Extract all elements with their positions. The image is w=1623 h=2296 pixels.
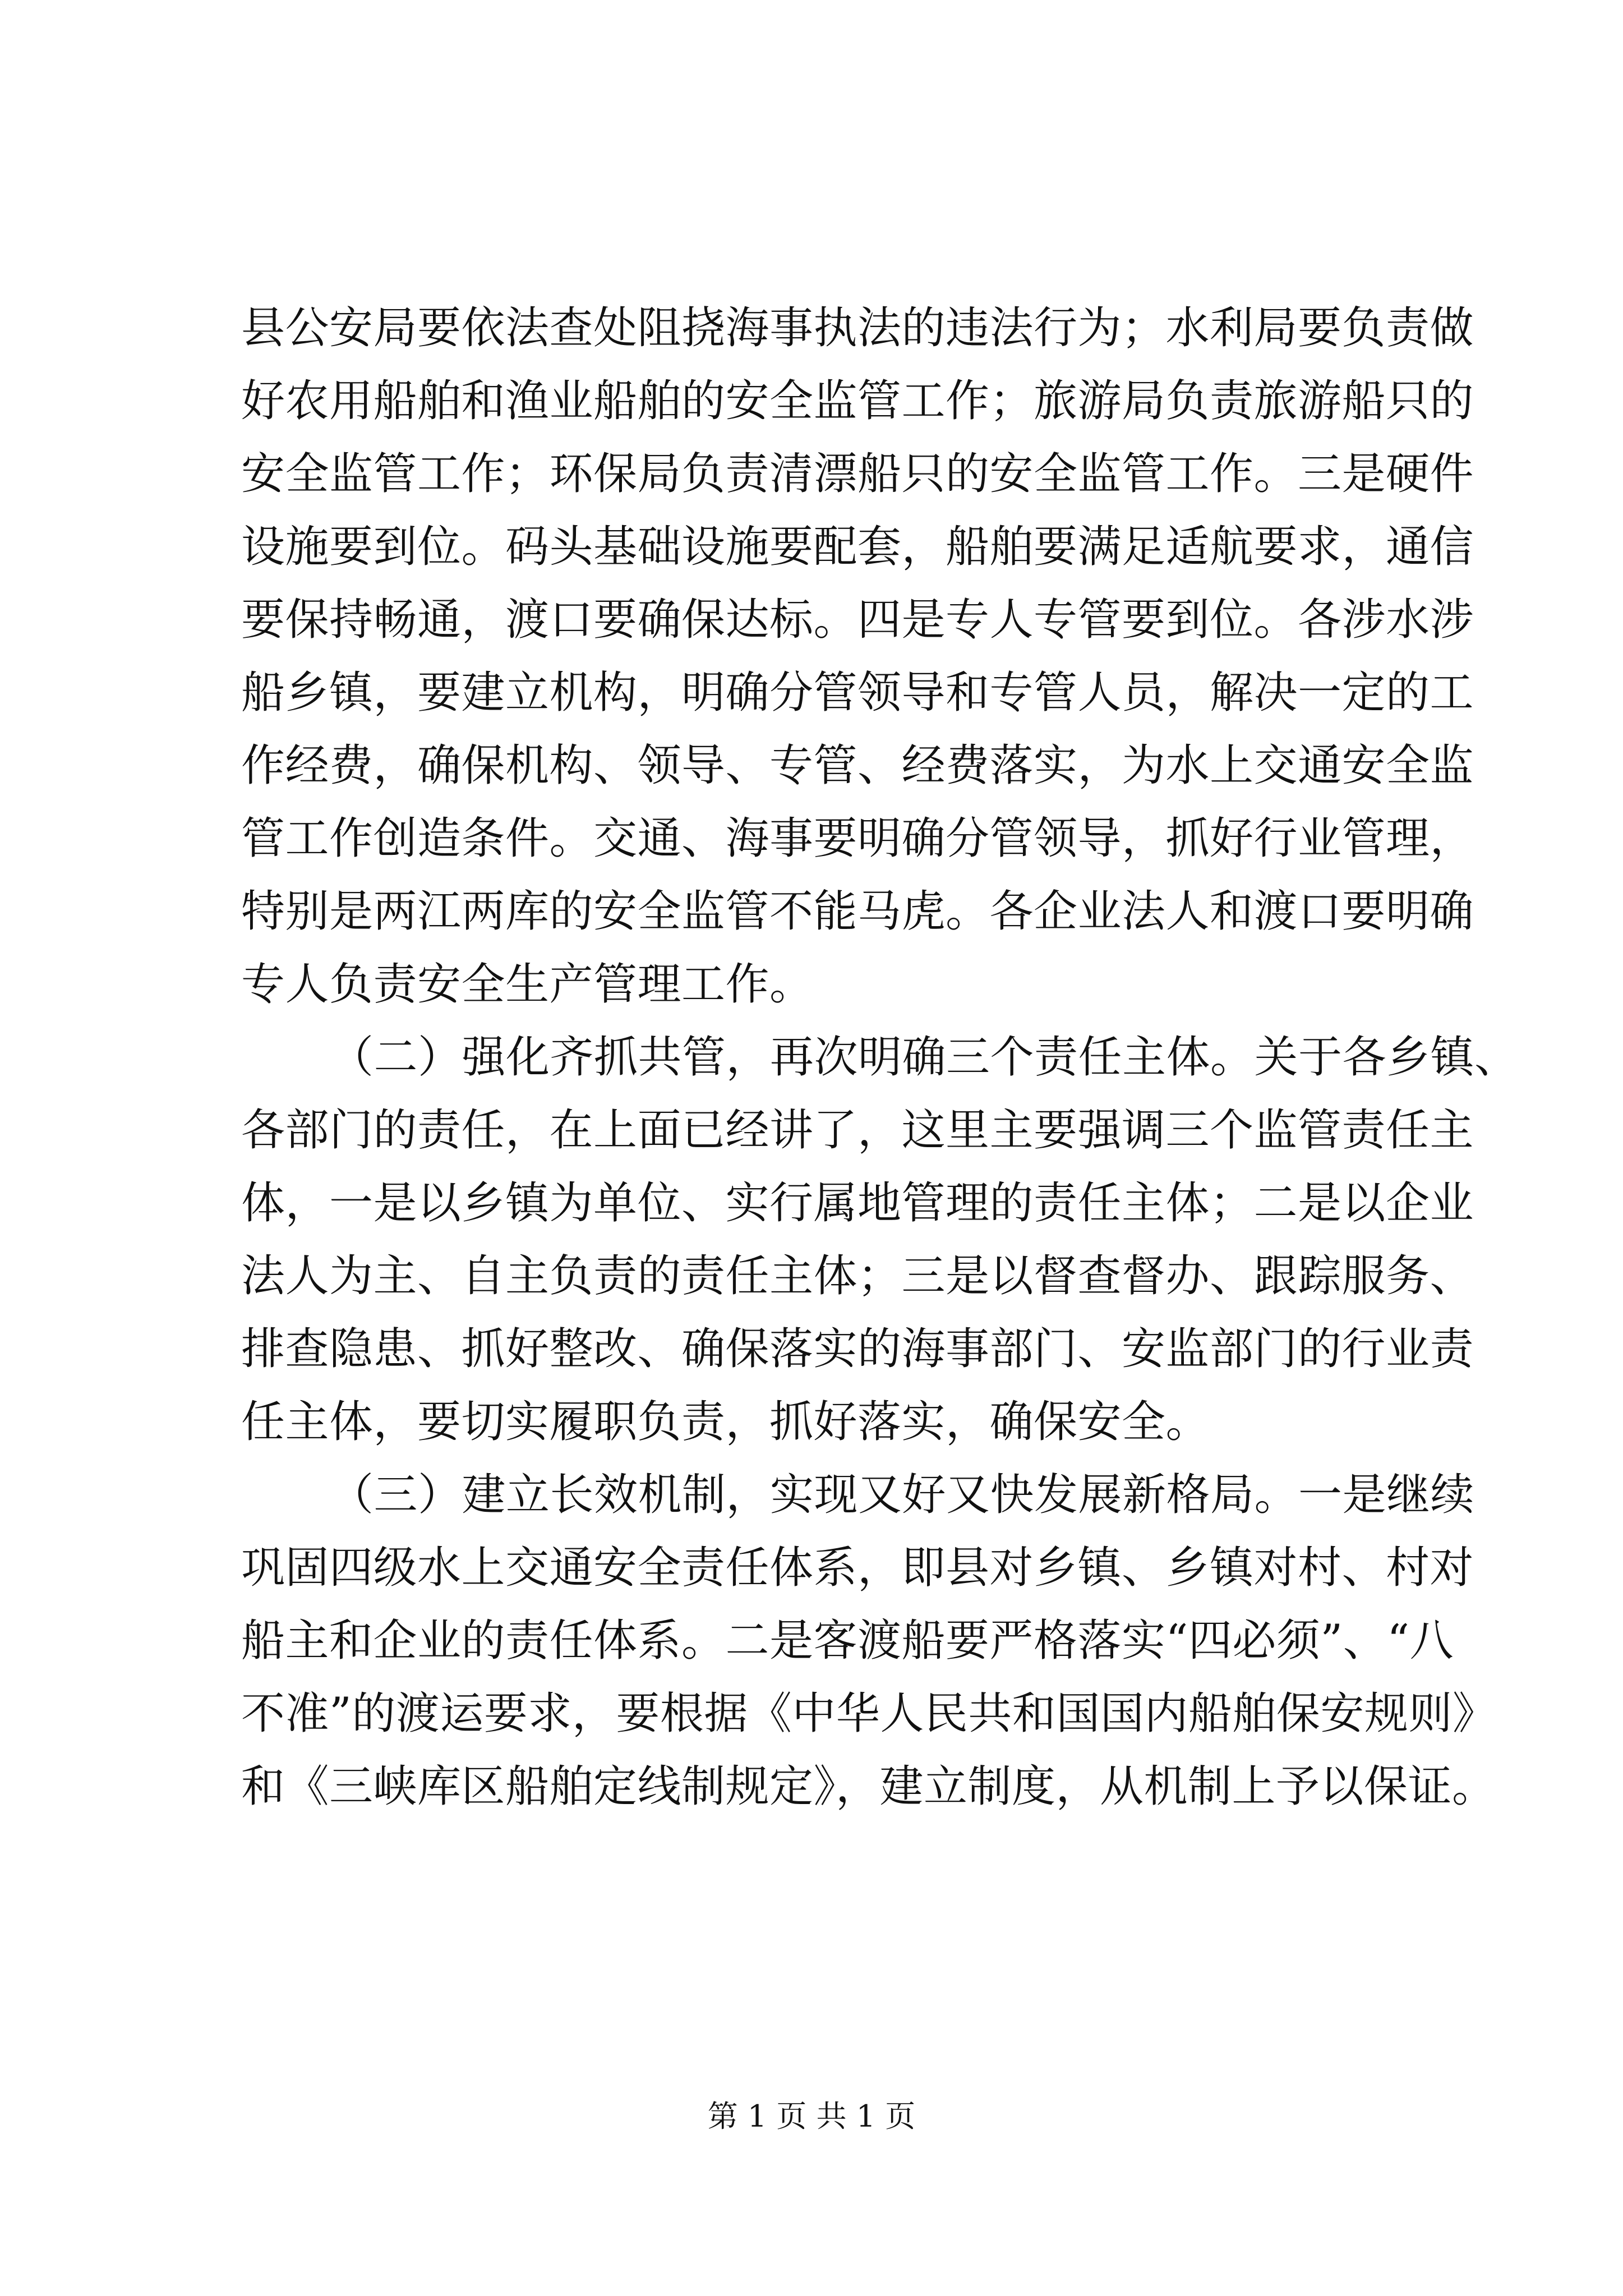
text-line: 各部门的责任，在上面已经讲了，这里主要强调三个监管责任主 <box>241 1105 1474 1156</box>
text-line: （二）强化齐抓共管，再次明确三个责任主体。关于各乡镇、 <box>330 1032 1519 1083</box>
text-line: 管工作创造条件。交通、海事要明确分管领导，抓好行业管理， <box>241 813 1474 864</box>
text-line: （三）建立长效机制，实现又好又快发展新格局。一是继续 <box>330 1470 1475 1520</box>
text-line: 法人为主、自主负责的责任主体；三是以督查督办、跟踪服务、 <box>241 1251 1474 1301</box>
text-line: 巩固四级水上交通安全责任体系，即县对乡镇、乡镇对村、村对 <box>241 1543 1474 1593</box>
text-line: 设施要到位。码头基础设施要配套，船舶要满足适航要求，通信 <box>241 522 1474 572</box>
text-line: 船乡镇，要建立机构，明确分管领导和专管人员，解决一定的工 <box>241 668 1474 718</box>
document-body <box>241 292 1519 1823</box>
text-line: 船主和企业的责任体系。二是客渡船要严格落实“四必须”、“八 <box>241 1616 1454 1666</box>
text-line: 和《三峡库区船舶定线制规定》，建立制度，从机制上予以保证。 <box>241 1761 1496 1812</box>
text-line: 安全监管工作；环保局负责清漂船只的安全监管工作。三是硬件 <box>241 449 1474 499</box>
paragraph-1 <box>241 292 1474 1021</box>
paragraph-2 <box>241 1021 1519 1458</box>
text-line: 专人负责安全生产管理工作。 <box>241 959 814 1010</box>
text-line: 县公安局要依法查处阻挠海事执法的违法行为；水利局要负责做 <box>241 303 1474 353</box>
text-line: 要保持畅通，渡口要确保达标。四是专人专管要到位。各涉水涉 <box>241 595 1474 645</box>
text-line: 任主体，要切实履职负责，抓好落实，确保安全。 <box>241 1397 1210 1447</box>
paragraph-3 <box>241 1458 1497 1823</box>
text-line: 体，一是以乡镇为单位、实行属地管理的责任主体；二是以企业 <box>241 1178 1474 1228</box>
text-line: 排查隐患、抓好整改、确保落实的海事部门、安监部门的行业责 <box>241 1324 1474 1374</box>
text-line: 特别是两江两库的安全监管不能马虎。各企业法人和渡口要明确 <box>241 886 1474 937</box>
text-line: 作经费，确保机构、领导、专管、经费落实，为水上交通安全监 <box>241 740 1474 791</box>
text-line: 不准”的渡运要求，要根据《中华人民共和国国内船舶保安规则》 <box>241 1688 1497 1739</box>
page-footer: 第 1 页 共 1 页 <box>707 2099 916 2134</box>
text-line: 好农用船舶和渔业船舶的安全监管工作；旅游局负责旅游船只的 <box>241 376 1474 426</box>
